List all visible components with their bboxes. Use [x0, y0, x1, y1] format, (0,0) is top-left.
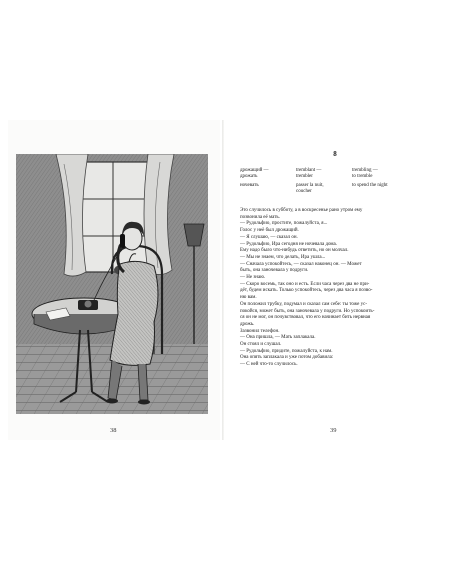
page-number-right: 39 — [330, 427, 337, 434]
book-gutter — [222, 120, 224, 440]
glossary-term: to tremble — [352, 174, 373, 179]
text-line: Он положил трубку, подумал и сказал сам себе: ты тоже ус- — [240, 301, 368, 307]
text-line: — Сначала успокойтесь, — сказал наконец он. — Может — [240, 261, 362, 267]
page-number-left: 38 — [110, 427, 117, 434]
text-line: — Она пришла, — Мать заплакала. — [240, 335, 316, 341]
chapter-number: 8 — [333, 150, 337, 158]
glossary-russian — [240, 168, 296, 180]
glossary-russian — [240, 183, 296, 195]
text-line: ню вам. — [240, 295, 257, 301]
text-line: — Рудольфио, простите, пожалуйста, я... — [240, 221, 328, 227]
text-line: дрожь. — [240, 321, 255, 327]
text-line: дёт, будем искать. Только успокойтесь, через два часа я позво- — [240, 288, 373, 294]
glossary-term: дрожать — [240, 174, 258, 179]
glossary-term: passer la nuit, — [296, 183, 324, 188]
text-line: Голос у неё был дрожащий. — [240, 228, 299, 234]
glossary-term: ночевать — [240, 183, 259, 188]
text-line: Ему надо было что-нибудь ответить, но он молчал. — [240, 248, 349, 254]
text-line: покойся, может быть, она заночевала у подруги. Но успокоить- — [240, 308, 375, 314]
text-line: ся он не мог, он почувствовал, что его начинает бить нервная — [240, 315, 371, 321]
glossary-french — [296, 183, 352, 195]
text-line: — Рудольфио, Ира сегодня не ночевала дома. — [240, 241, 338, 247]
glossary-row — [240, 183, 445, 195]
glossary-term: coucher — [296, 189, 312, 194]
text-line: — Рудольфио, придите, пожалуйста, к нам. — [240, 348, 333, 354]
text-line: Зазвонил телефон. — [240, 328, 280, 334]
glossary-english — [352, 183, 442, 195]
glossary-term: trembling — — [352, 168, 378, 173]
text-line: Он стоял и слушал. — [240, 342, 282, 348]
glossary-row — [240, 168, 445, 180]
text-line: — Скоро восемь, так оно и есть. Если часа через два не при- — [240, 281, 370, 287]
story-text — [240, 208, 440, 369]
illustration-woman-on-phone — [16, 154, 208, 414]
text-line: быть, она заночевала у подруги. — [240, 268, 309, 274]
text-line: Она опять заплакала и уже потом добавила: — [240, 355, 334, 361]
text-line: — С ней что-то случилось. — [240, 362, 298, 368]
glossary-english — [352, 168, 442, 180]
text-line: Это случилось в субботу, а в воскресенье рано утром ему — [240, 208, 363, 213]
glossary-french — [296, 168, 352, 180]
text-line: — Я слушаю, — сказал он. — [240, 234, 298, 240]
text-line: — Мы не знаем, что делать, Ира ушла... — [240, 254, 326, 260]
glossary-term: дрожащий — — [240, 168, 269, 173]
glossary-table — [240, 168, 445, 198]
glossary-term: tremblant — — [296, 168, 322, 173]
glossary-term: trembler — [296, 174, 313, 179]
text-line: — Не знаю. — [240, 275, 266, 281]
glossary-term: to spend the night — [352, 183, 388, 188]
text-line: позвонила её мать. — [240, 214, 280, 220]
